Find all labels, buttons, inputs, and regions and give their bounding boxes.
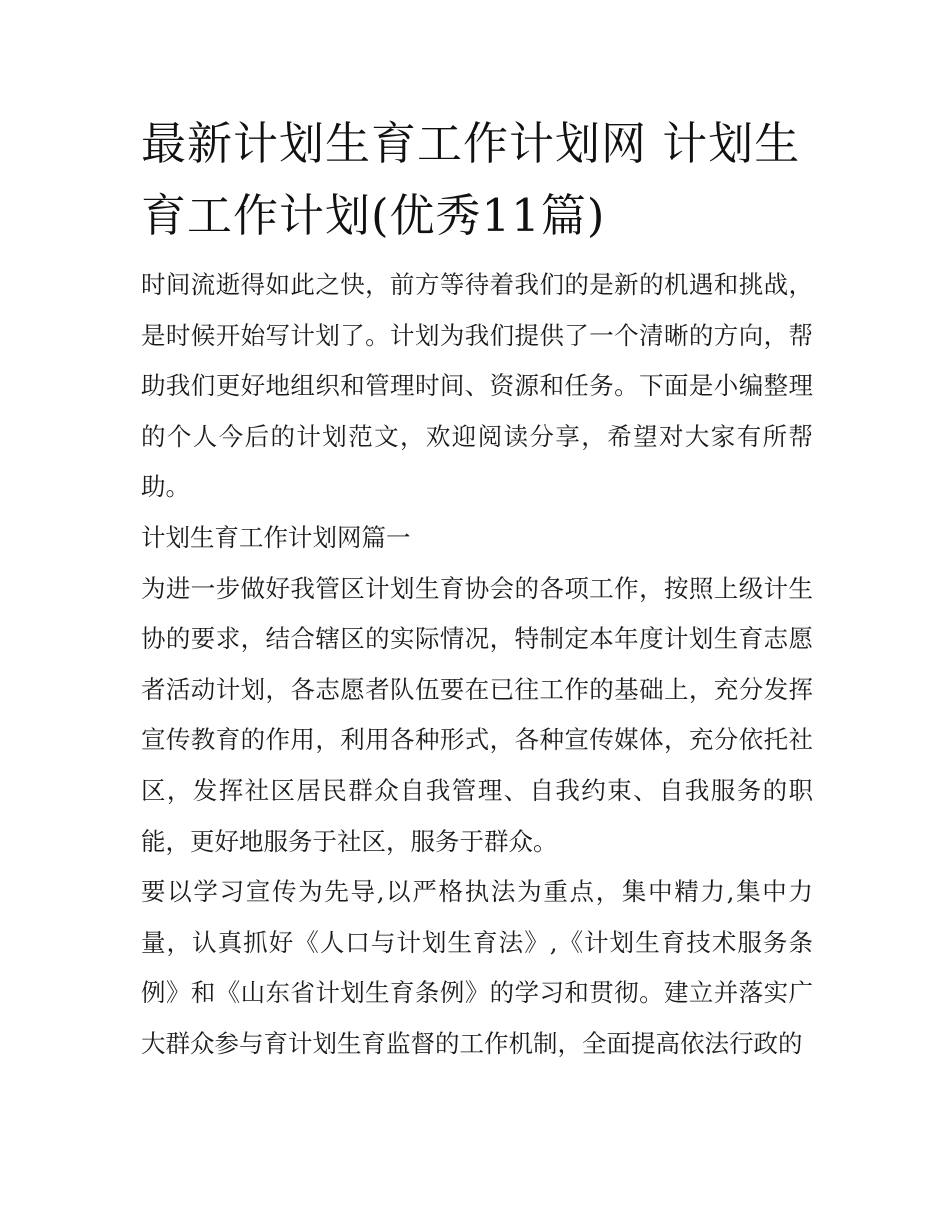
document-page <box>141 108 813 1070</box>
intro-paragraph: 时间流逝得如此之快，前方等待着我们的是新的机遇和挑战，是时候开始写计划了。计划为我们提供了一个清晰的方向，帮助我们更好地组织和管理时间、资源和任务。下面是小编整理的个人今后的计划范文，欢迎阅读分享，希望对大家有所帮助。 <box>141 270 813 502</box>
body-paragraph: 为进一步做好我管区计划生育协会的各项工作，按照上级计生协的要求，结合辖区的实际情况，特制定本年度计划生育志愿者活动计划，各志愿者队伍要在已往工作的基础上，充分发挥宣传教育的作用，利用各种形式，各种宣传媒体，充分依托社区，发挥社区居民群众自我管理、自我约束、自我服务的职能，更好地服务于社区，服务于群众。 <box>141 573 813 856</box>
body-paragraph: 要以学习宣传为先导,以严格执法为重点，集中精力,集中力量，认真抓好《人口与计划生育法》,《计划生育技术服务条例》和《山东省计划生育条例》的学习和贯彻。建立并落实广大群众参与育计划生育监督的工作机制，全面提高依法行政的 <box>141 877 813 1058</box>
document-title: 最新计划生育工作计划网 计划生育工作计划(优秀11篇) <box>141 117 801 242</box>
document-body <box>141 260 813 1070</box>
section-heading: 计划生育工作计划网篇一 <box>141 522 411 552</box>
